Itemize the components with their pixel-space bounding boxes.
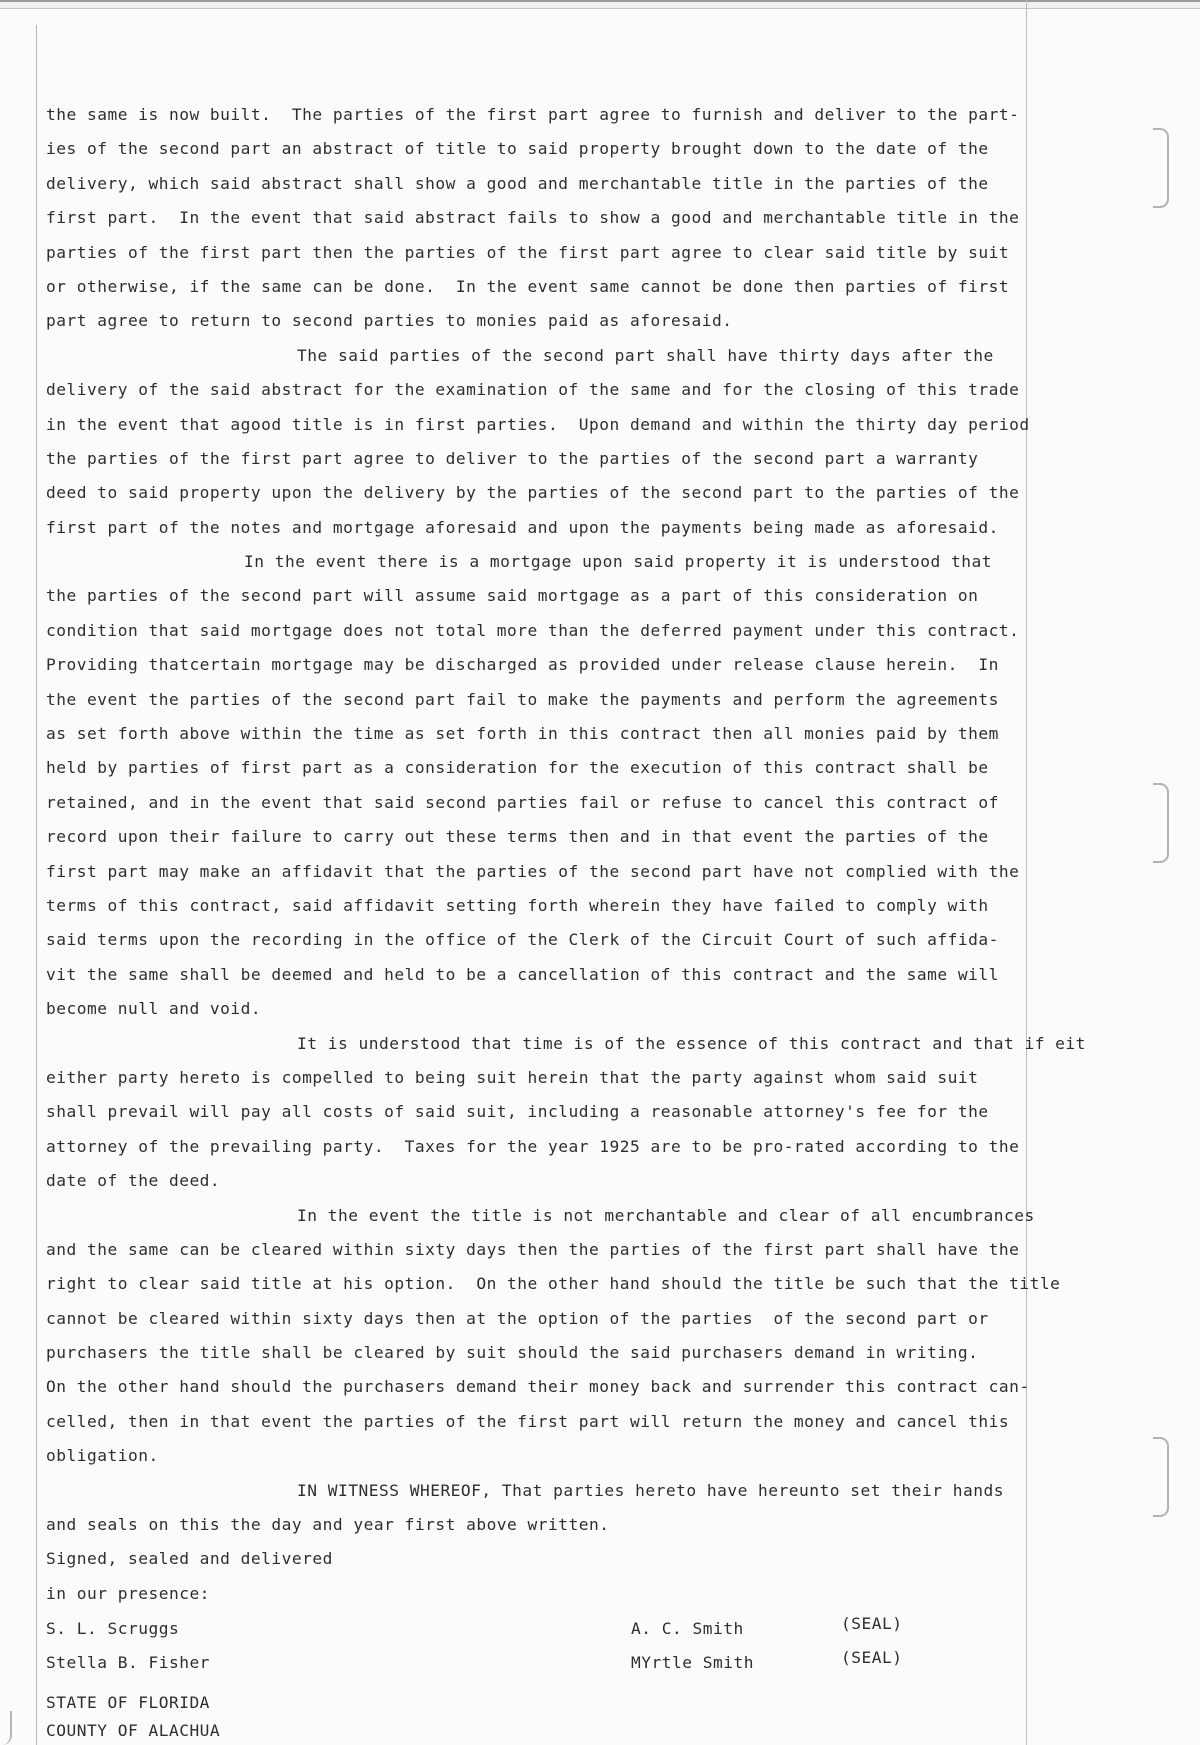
text-line: part agree to return to second parties to monies paid as aforesaid. xyxy=(46,311,733,331)
text-line: first part of the notes and mortgage aforesaid and upon the payments being made as aforesaid. xyxy=(46,517,999,537)
punch-hole-icon xyxy=(1153,783,1169,863)
text-line: deed to said property upon the delivery by the parties of the second part to the parties of the xyxy=(46,483,1020,503)
text-line: in our presence: xyxy=(46,1583,210,1603)
punch-hole-icon xyxy=(1153,1437,1169,1517)
text-line: the parties of the second part will assume said mortgage as a part of this consideration on xyxy=(46,586,979,606)
text-line: obligation. xyxy=(46,1446,159,1466)
text-line: Signed, sealed and delivered xyxy=(46,1549,333,1569)
witness-name: S. L. Scruggs xyxy=(46,1619,180,1638)
text-line: in the event that agood title is in first parties. Upon demand and within the thirty day period xyxy=(46,414,1030,434)
text-line: retained, and in the event that said second parties fail or refuse to cancel this contract of xyxy=(46,792,999,812)
text-line: as set forth above within the time as set forth in this contract then all monies paid by them xyxy=(46,724,999,744)
page-corner-mark xyxy=(0,1711,12,1745)
text-line: terms of this contract, said affidavit setting forth wherein they have failed to comply with xyxy=(46,895,989,915)
top-edge-rule xyxy=(0,0,1200,9)
text-line: Providing thatcertain mortgage may be discharged as provided under release clause herein. In xyxy=(46,655,999,675)
text-line: The said parties of the second part shall have thirty days after the xyxy=(297,345,994,365)
text-line: It is understood that time is of the essence of this contract and that if eit xyxy=(297,1033,1086,1053)
text-line: and the same can be cleared within sixty days then the parties of the first part shall have the xyxy=(46,1239,1020,1259)
text-line: shall prevail will pay all costs of said suit, including a reasonable attorney's fee for the xyxy=(46,1102,989,1122)
text-line: condition that said mortgage does not total more than the deferred payment under this contract. xyxy=(46,620,1020,640)
text-line: and seals on this the day and year first above written. xyxy=(46,1515,610,1535)
text-line: or otherwise, if the same can be done. In the event same cannot be done then parties of first xyxy=(46,276,1010,296)
contract-body-text xyxy=(46,98,1136,1611)
seal-mark: (SEAL) xyxy=(841,1648,903,1667)
text-line: either party hereto is compelled to being suit herein that the party against whom said suit xyxy=(46,1067,979,1087)
text-line: In the event the title is not merchantable and clear of all encumbrances xyxy=(297,1205,1035,1225)
text-line: the event the parties of the second part fail to make the payments and perform the agreements xyxy=(46,689,999,709)
signature-block xyxy=(46,1614,1096,1687)
text-line: ies of the second part an abstract of title to said property brought down to the date of the xyxy=(46,139,989,159)
text-line: delivery of the said abstract for the examination of the same and for the closing of this trade xyxy=(46,380,1020,400)
text-line: purchasers the title shall be cleared by suit should the said purchasers demand in writing. xyxy=(46,1343,979,1363)
signature-row xyxy=(46,1614,1096,1653)
text-line: first part. In the event that said abstract fails to show a good and merchantable title in the xyxy=(46,208,1020,228)
text-line: On the other hand should the purchasers demand their money back and surrender this contract can- xyxy=(46,1377,1030,1397)
punch-hole-icon xyxy=(1153,128,1169,208)
text-line: right to clear said title at his option. On the other hand should the title be such that the title xyxy=(46,1274,1061,1294)
text-line: record upon their failure to carry out these terms then and in that event the parties of the xyxy=(46,827,989,847)
seal-mark: (SEAL) xyxy=(841,1614,903,1633)
notary-venue xyxy=(46,1689,220,1745)
text-line: held by parties of first part as a consideration for the execution of this contract shall be xyxy=(46,758,989,778)
venue-county: COUNTY OF ALACHUA xyxy=(46,1721,221,1740)
signer-name: MYrtle Smith xyxy=(631,1653,754,1672)
text-line: become null and void. xyxy=(46,999,262,1019)
witness-name: Stella B. Fisher xyxy=(46,1653,210,1672)
venue-state: STATE OF FLORIDA xyxy=(46,1693,210,1712)
text-line: said terms upon the recording in the office of the Clerk of the Circuit Court of such affida- xyxy=(46,930,999,950)
signer-name: A. C. Smith xyxy=(631,1619,744,1638)
text-line: celled, then in that event the parties of the first part will return the money and cancel this xyxy=(46,1411,1010,1431)
signature-row xyxy=(46,1648,1096,1687)
text-line: delivery, which said abstract shall show a good and merchantable title in the parties of the xyxy=(46,173,989,193)
text-line: vit the same shall be deemed and held to be a cancellation of this contract and the same will xyxy=(46,964,999,984)
left-margin-rule xyxy=(36,25,37,1745)
text-line: parties of the first part then the parties of the first part agree to clear said title by suit xyxy=(46,242,1010,262)
text-line: cannot be cleared within sixty days then at the option of the parties of the second part or xyxy=(46,1308,989,1328)
text-line: the parties of the first part agree to deliver to the parties of the second part a warranty xyxy=(46,448,979,468)
text-line: date of the deed. xyxy=(46,1171,221,1191)
text-line: the same is now built. The parties of the first part agree to furnish and deliver to the part- xyxy=(46,105,1020,124)
text-line: first part may make an affidavit that the parties of the second part have not complied with the xyxy=(46,861,1020,881)
text-line: In the event there is a mortgage upon said property it is understood that xyxy=(244,552,992,572)
text-line: attorney of the prevailing party. Taxes for the year 1925 are to be pro-rated according to the xyxy=(46,1136,1020,1156)
text-line: IN WITNESS WHEREOF, That parties hereto have hereunto set their hands xyxy=(297,1480,1004,1500)
